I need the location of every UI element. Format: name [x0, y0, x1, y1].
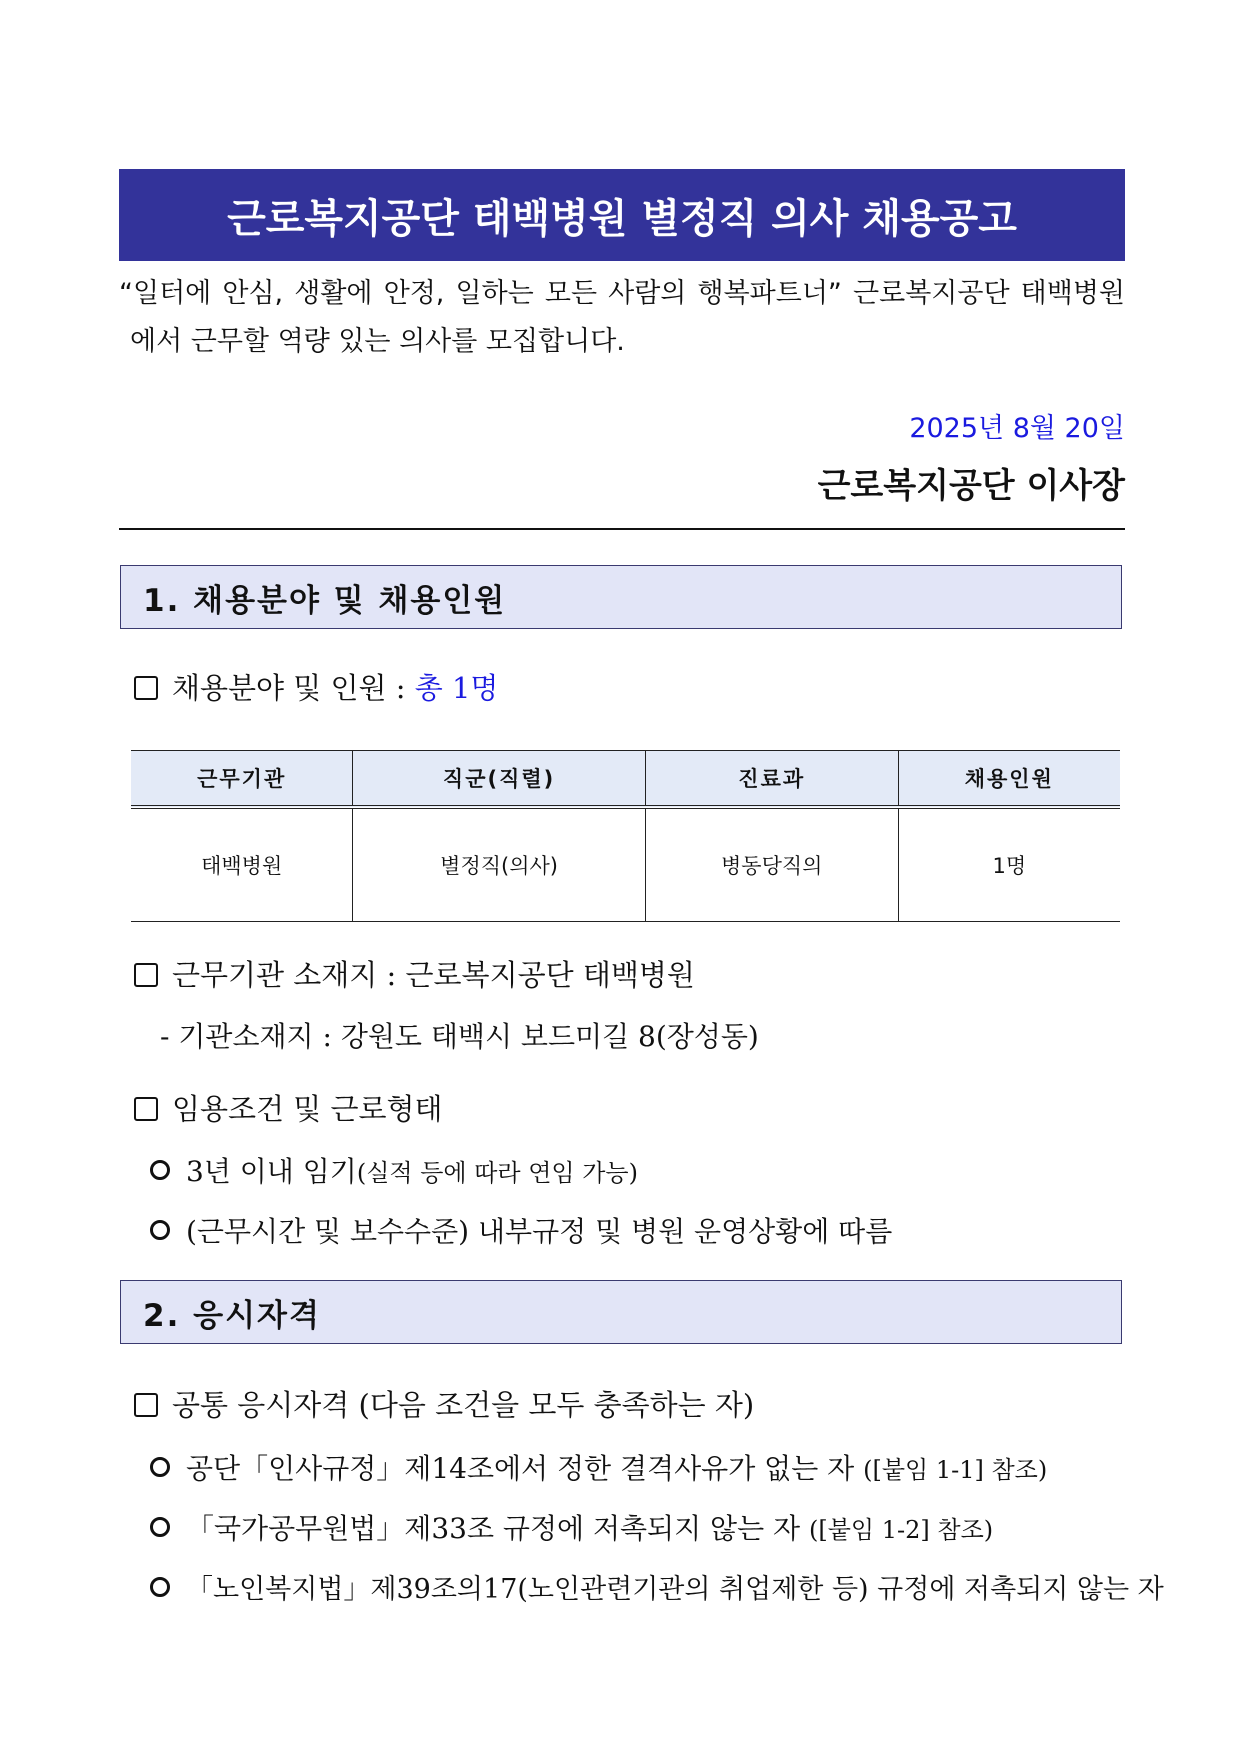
location-item	[134, 953, 695, 994]
checkbox-icon	[134, 1393, 158, 1417]
circle-bullet-icon	[150, 1517, 170, 1537]
condition-2	[150, 1210, 892, 1250]
table-header-department: 진료과	[645, 751, 898, 808]
checkbox-icon	[134, 676, 158, 700]
circle-bullet-icon	[150, 1577, 170, 1597]
location-label: 근무기관 소재지 : 근로복지공단 태백병원	[172, 958, 695, 992]
announcement-date: 2025년 8월 20일	[909, 413, 1125, 444]
requirement-1	[150, 1447, 1047, 1487]
condition-1-main: 3년 이내 임기	[186, 1155, 357, 1188]
section-2-heading: 2. 응시자격	[120, 1280, 1122, 1344]
circle-bullet-icon	[150, 1160, 170, 1180]
checkbox-icon	[134, 1097, 158, 1121]
recruit-table	[131, 750, 1120, 922]
table-cell-headcount: 1명	[898, 807, 1120, 922]
requirement-2-note: ([붙임 1-2] 참조)	[809, 1516, 994, 1544]
condition-1	[150, 1150, 638, 1190]
recruit-field-label: 채용분야 및 인원 :	[172, 671, 415, 705]
requirement-2	[150, 1507, 993, 1547]
requirement-2-main: 「국가공무원법」제33조 규정에 저촉되지 않는 자	[186, 1512, 801, 1545]
page-title: 근로복지공단 태백병원 별정직 의사 채용공고	[119, 169, 1125, 261]
table-cell-job-group: 별정직(의사)	[353, 807, 645, 922]
intro-line-2: 에서 근무할 역량 있는 의사를 모집합니다.	[130, 326, 625, 357]
circle-bullet-icon	[150, 1220, 170, 1240]
location-detail: - 기관소재지 : 강원도 태백시 보드미길 8(장성동)	[160, 1020, 759, 1053]
checkbox-icon	[134, 963, 158, 987]
table-row	[131, 807, 1120, 922]
recruit-field-item	[134, 666, 498, 707]
requirement-3	[150, 1567, 1164, 1606]
requirement-3-text: 「노인복지법」제39조의17(노인관련기관의 취업제한 등) 규정에 저촉되지 않는 자	[186, 1574, 1164, 1605]
table-cell-department: 병동당직의	[645, 807, 898, 922]
section-1-heading: 1. 채용분야 및 채용인원	[120, 565, 1122, 629]
table-header-headcount: 채용인원	[898, 751, 1120, 808]
common-qualification-label: 공통 응시자격 (다음 조건을 모두 충족하는 자)	[172, 1388, 755, 1422]
condition-1-note: (실적 등에 따라 연임 가능)	[356, 1159, 638, 1187]
common-qualification-item	[134, 1383, 754, 1424]
intro-line-1: “일터에 안심, 생활에 안정, 일하는 모든 사람의 행복파트너” 근로복지공단 태백병원	[119, 278, 1125, 309]
recruit-field-value: 총 1명	[414, 671, 499, 705]
table-header-job-group: 직군(직렬)	[353, 751, 645, 808]
conditions-item	[134, 1087, 443, 1128]
issuer: 근로복지공단 이사장	[817, 466, 1125, 506]
requirement-1-note: ([붙임 1-1] 참조)	[863, 1456, 1048, 1484]
circle-bullet-icon	[150, 1457, 170, 1477]
condition-2-text: (근무시간 및 보수수준) 내부규정 및 병원 운영상황에 따름	[186, 1215, 893, 1248]
table-cell-institution: 태백병원	[131, 807, 353, 922]
table-header-institution: 근무기관	[131, 751, 353, 808]
header-divider	[119, 528, 1125, 530]
requirement-1-main: 공단「인사규정」제14조에서 정한 결격사유가 없는 자	[186, 1452, 855, 1485]
conditions-label: 임용조건 및 근로형태	[172, 1092, 443, 1126]
